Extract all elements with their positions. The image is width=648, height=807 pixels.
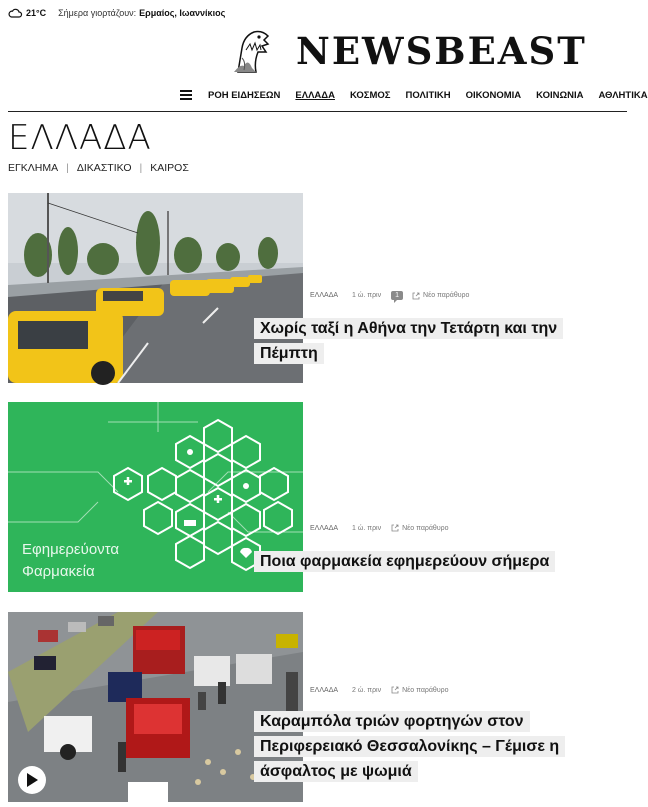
article-headline[interactable] [254,316,604,366]
new-window-link[interactable]: Νέο παράθυρο [402,524,449,532]
nav-item-koinonia[interactable]: ΚΟΙΝΩΝΙΑ [536,89,584,101]
brand-name: NEWSBEAST [296,29,587,73]
nameday-names[interactable]: Ερμαίος, Ιωαννίκιος [139,8,226,18]
nav-item-roi-eidiseon[interactable]: ΡΟΗ ΕΙΔΗΣΕΩΝ [208,89,281,101]
cloud-icon [8,7,22,19]
article-meta [310,291,469,300]
article-headline-text[interactable]: Χωρίς ταξί η Αθήνα την Τετάρτη και την Πέμπτη [254,318,563,364]
article-headline-text[interactable]: Καραμπόλα τριών φορτηγών στον Περιφερειακό Θεσσαλονίκης – Γέμισε η άσφαλτος με ψωμιά [254,711,565,782]
external-link-icon[interactable] [391,686,399,694]
external-link-icon[interactable] [391,524,399,532]
subnav-item-dikastiko[interactable]: ΔΙΚΑΣΤΙΚΟ [76,162,132,174]
new-window-link[interactable]: Νέο παράθυρο [402,686,449,694]
nav-item-athlitika[interactable]: ΑΘΛΗΤΙΚΑ [598,89,648,101]
nav-item-ellada[interactable]: ΕΛΛΑΔΑ [295,89,335,101]
play-icon [26,773,38,787]
article-category[interactable]: ΕΛΛΑΔΑ [310,686,339,694]
article-headline[interactable] [254,549,604,574]
nav-item-oikonomia[interactable]: ΟΙΚΟΝΟΜΙΑ [465,89,522,101]
article-time: 1 ώ. πριν [352,524,382,532]
hamburger-icon[interactable] [180,90,192,100]
nameday-label: Σήμερα γιορτάζουν: [58,8,137,18]
shark-icon [232,28,274,74]
main-nav [180,87,648,103]
article-category[interactable]: ΕΛΛΑΔΑ [310,292,339,299]
section-subnav [8,162,189,174]
header-divider [8,111,627,112]
article-category[interactable]: ΕΛΛΑΔΑ [310,524,339,532]
image-caption-line2: Φαρμακεία [22,563,95,580]
nav-item-politiki[interactable]: ΠΟΛΙΤΙΚΗ [405,89,451,101]
subnav-separator: | [139,162,143,174]
article-headline-text[interactable]: Ποια φαρμακεία εφημερεύουν σήμερα [254,551,555,572]
video-play-button[interactable] [18,766,46,794]
subnav-separator: | [66,162,69,174]
site-logo[interactable] [232,28,587,74]
article-meta [310,524,449,532]
article-card [8,193,628,383]
article-time: 1 ώ. πριν [352,292,382,299]
temperature: 21°C [26,8,47,18]
comment-count-badge[interactable]: 1 [391,291,403,300]
article-headline[interactable] [254,709,604,784]
subnav-item-kairos[interactable]: ΚΑΙΡΟΣ [150,162,189,174]
image-caption-line1: Εφημερεύοντα [22,541,120,558]
top-bar [8,6,225,20]
nav-item-kosmos[interactable]: ΚΟΣΜΟΣ [349,89,391,101]
article-meta [310,686,449,694]
section-title: ΕΛΛΑΔΑ [8,118,152,158]
new-window-link[interactable]: Νέο παράθυρο [423,292,470,299]
article-card [8,612,628,802]
article-time: 2 ώ. πριν [352,686,382,694]
subnav-item-egklima[interactable]: ΕΓΚΛΗΜΑ [8,162,59,174]
external-link-icon[interactable] [412,292,420,300]
article-card [8,402,628,592]
